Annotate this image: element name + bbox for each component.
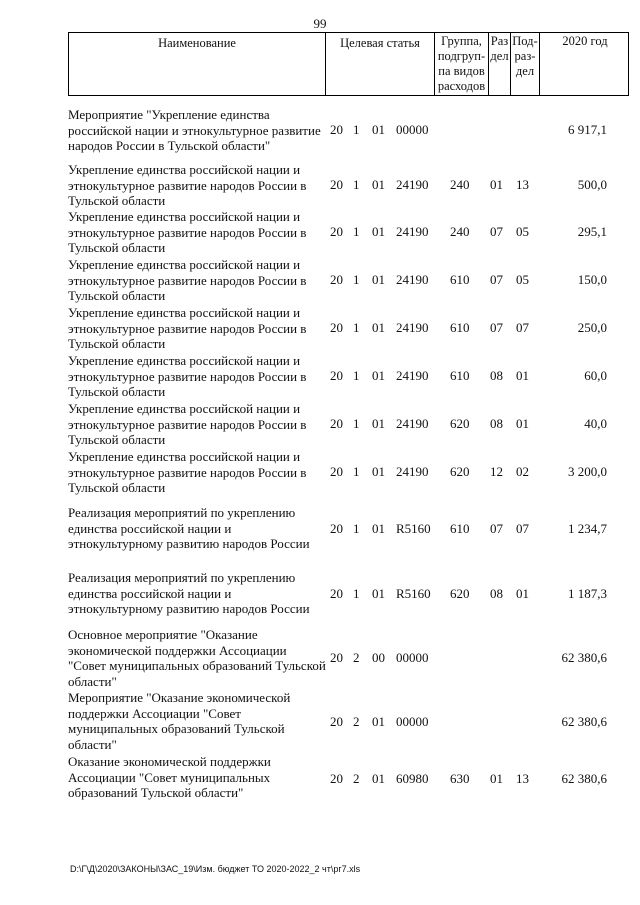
row-razdel: 08 — [490, 586, 503, 601]
header-name-cell — [69, 33, 326, 95]
page-number: 99 — [313, 16, 327, 31]
row-code-1: 20 — [330, 416, 343, 431]
row-razdel: 07 — [490, 521, 503, 536]
row-razdel: 08 — [490, 416, 503, 431]
row-code-4: 00000 — [396, 122, 429, 137]
row-code-4: R5160 — [396, 521, 431, 536]
row-code-2: 1 — [353, 320, 360, 335]
row-razdel: 01 — [490, 177, 503, 192]
row-razdel: 08 — [490, 368, 503, 383]
row-code-1: 20 — [330, 521, 343, 536]
row-code-2: 1 — [353, 586, 360, 601]
row-amount: 60,0 — [584, 368, 607, 383]
row-podrazdel: 13 — [516, 177, 529, 192]
row-podrazdel: 01 — [516, 368, 529, 383]
row-code-4: 00000 — [396, 650, 429, 665]
row-code-3: 01 — [372, 177, 385, 192]
row-name: Укрепление единства российской нации и этнокультурное развитие народов России в Тульской области — [68, 449, 307, 495]
row-amount: 3 200,0 — [568, 464, 607, 479]
row-group: 610 — [450, 272, 470, 287]
row-name: Укрепление единства российской нации и этнокультурное развитие народов России в Тульской области — [68, 209, 307, 255]
row-code-1: 20 — [330, 650, 343, 665]
row-group: 630 — [450, 771, 470, 786]
row-name: Оказание экономической поддержки Ассоциации "Совет муниципальных образований Тульской области" — [68, 754, 271, 800]
row-code-4: R5160 — [396, 586, 431, 601]
row-name: Реализация мероприятий по укреплению единства российской нации и этнокультурному развитию народов России — [68, 570, 310, 616]
row-code-1: 20 — [330, 368, 343, 383]
row-code-1: 20 — [330, 464, 343, 479]
header-podrazdel-line: Под- — [512, 34, 538, 48]
row-code-4: 24190 — [396, 464, 429, 479]
row-amount: 250,0 — [577, 320, 607, 335]
header-group-line: подгруп- — [437, 49, 486, 63]
row-code-2: 1 — [353, 122, 360, 137]
row-code-3: 01 — [372, 521, 385, 536]
row-name: Укрепление единства российской нации и этнокультурное развитие народов России в Тульской области — [68, 401, 307, 447]
row-code-4: 60980 — [396, 771, 429, 786]
row-amount: 500,0 — [577, 177, 607, 192]
header-group-line: расходов — [437, 79, 486, 93]
row-code-1: 20 — [330, 177, 343, 192]
row-code-3: 00 — [372, 650, 385, 665]
row-name: Укрепление единства российской нации и этнокультурное развитие народов России в Тульской области — [68, 257, 307, 303]
row-podrazdel: 01 — [516, 416, 529, 431]
row-group: 610 — [450, 368, 470, 383]
row-group: 620 — [450, 464, 470, 479]
header-year-cell — [540, 33, 630, 95]
row-code-4: 24190 — [396, 177, 429, 192]
row-razdel: 01 — [490, 771, 503, 786]
row-code-2: 1 — [353, 464, 360, 479]
header-year: 2020 год — [562, 34, 608, 48]
row-code-3: 01 — [372, 272, 385, 287]
header-podrazdel-line: раз- — [514, 49, 536, 63]
row-code-2: 1 — [353, 368, 360, 383]
row-amount: 40,0 — [584, 416, 607, 431]
row-name: Мероприятие "Оказание экономической поддержки Ассоциации "Совет муниципальных образований Тульской области" — [68, 690, 291, 752]
row-podrazdel: 05 — [516, 272, 529, 287]
row-code-1: 20 — [330, 320, 343, 335]
row-group: 620 — [450, 416, 470, 431]
row-podrazdel: 02 — [516, 464, 529, 479]
header-razdel-cell — [489, 33, 511, 95]
row-code-1: 20 — [330, 714, 343, 729]
row-code-2: 1 — [353, 272, 360, 287]
row-code-1: 20 — [330, 586, 343, 601]
row-group: 620 — [450, 586, 470, 601]
row-code-3: 01 — [372, 122, 385, 137]
row-amount: 295,1 — [577, 224, 607, 239]
header-podrazdel-cell — [511, 33, 540, 95]
header-target: Целевая статья — [340, 36, 420, 50]
row-amount: 1 187,3 — [568, 586, 607, 601]
row-code-2: 1 — [353, 416, 360, 431]
header-name: Наименование — [158, 36, 236, 50]
row-code-3: 01 — [372, 464, 385, 479]
row-group: 610 — [450, 320, 470, 335]
header-podrazdel-line: дел — [515, 64, 535, 78]
row-name: Мероприятие "Укрепление единства российской нации и этнокультурное развитие народов России в Тульской области" — [68, 107, 321, 153]
header-target-cell — [326, 33, 435, 95]
row-code-4: 24190 — [396, 416, 429, 431]
row-code-3: 01 — [372, 586, 385, 601]
header-razdel-line: дел — [490, 49, 509, 63]
row-amount: 150,0 — [577, 272, 607, 287]
row-code-2: 2 — [353, 650, 360, 665]
row-amount: 62 380,6 — [561, 771, 607, 786]
file-path-footer: D:\Г\Д\2020\ЗАКОНЫ\ЗАС_19\Изм. бюджет ТО 2020-2022_2 чт\рг7.xls — [70, 864, 361, 874]
row-amount: 6 917,1 — [568, 122, 607, 137]
row-amount: 1 234,7 — [568, 521, 607, 536]
table-header — [68, 32, 629, 96]
row-razdel: 07 — [490, 320, 503, 335]
row-group: 240 — [450, 177, 470, 192]
row-code-1: 20 — [330, 771, 343, 786]
row-code-4: 24190 — [396, 368, 429, 383]
row-code-3: 01 — [372, 368, 385, 383]
row-code-2: 1 — [353, 224, 360, 239]
row-code-2: 2 — [353, 771, 360, 786]
row-code-4: 24190 — [396, 224, 429, 239]
row-code-2: 2 — [353, 714, 360, 729]
row-razdel: 07 — [490, 224, 503, 239]
row-name: Укрепление единства российской нации и этнокультурное развитие народов России в Тульской области — [68, 353, 307, 399]
row-code-4: 24190 — [396, 320, 429, 335]
row-podrazdel: 01 — [516, 586, 529, 601]
row-code-2: 1 — [353, 521, 360, 536]
row-code-4: 00000 — [396, 714, 429, 729]
row-amount: 62 380,6 — [561, 650, 607, 665]
row-code-2: 1 — [353, 177, 360, 192]
row-amount: 62 380,6 — [561, 714, 607, 729]
row-code-4: 24190 — [396, 272, 429, 287]
row-code-1: 20 — [330, 224, 343, 239]
row-razdel: 12 — [490, 464, 503, 479]
row-group: 610 — [450, 521, 470, 536]
row-name: Укрепление единства российской нации и этнокультурное развитие народов России в Тульской области — [68, 305, 307, 351]
row-podrazdel: 13 — [516, 771, 529, 786]
row-name: Укрепление единства российской нации и этнокультурное развитие народов России в Тульской области — [68, 162, 307, 208]
row-code-3: 01 — [372, 224, 385, 239]
row-code-3: 01 — [372, 714, 385, 729]
header-group-line: па видов — [438, 64, 485, 78]
header-razdel-line: Раз — [490, 34, 509, 48]
row-group: 240 — [450, 224, 470, 239]
row-name: Реализация мероприятий по укреплению единства российской нации и этнокультурному развитию народов России — [68, 505, 310, 551]
row-code-3: 01 — [372, 416, 385, 431]
row-code-3: 01 — [372, 771, 385, 786]
row-code-1: 20 — [330, 272, 343, 287]
row-name: Основное мероприятие "Оказание экономической поддержки Ассоциации "Совет муниципальных образований Тульской области" — [68, 627, 326, 689]
row-podrazdel: 07 — [516, 521, 529, 536]
header-group-cell — [435, 33, 489, 95]
row-podrazdel: 07 — [516, 320, 529, 335]
row-razdel: 07 — [490, 272, 503, 287]
row-code-3: 01 — [372, 320, 385, 335]
header-group-line: Группа, — [441, 34, 482, 48]
row-code-1: 20 — [330, 122, 343, 137]
row-podrazdel: 05 — [516, 224, 529, 239]
